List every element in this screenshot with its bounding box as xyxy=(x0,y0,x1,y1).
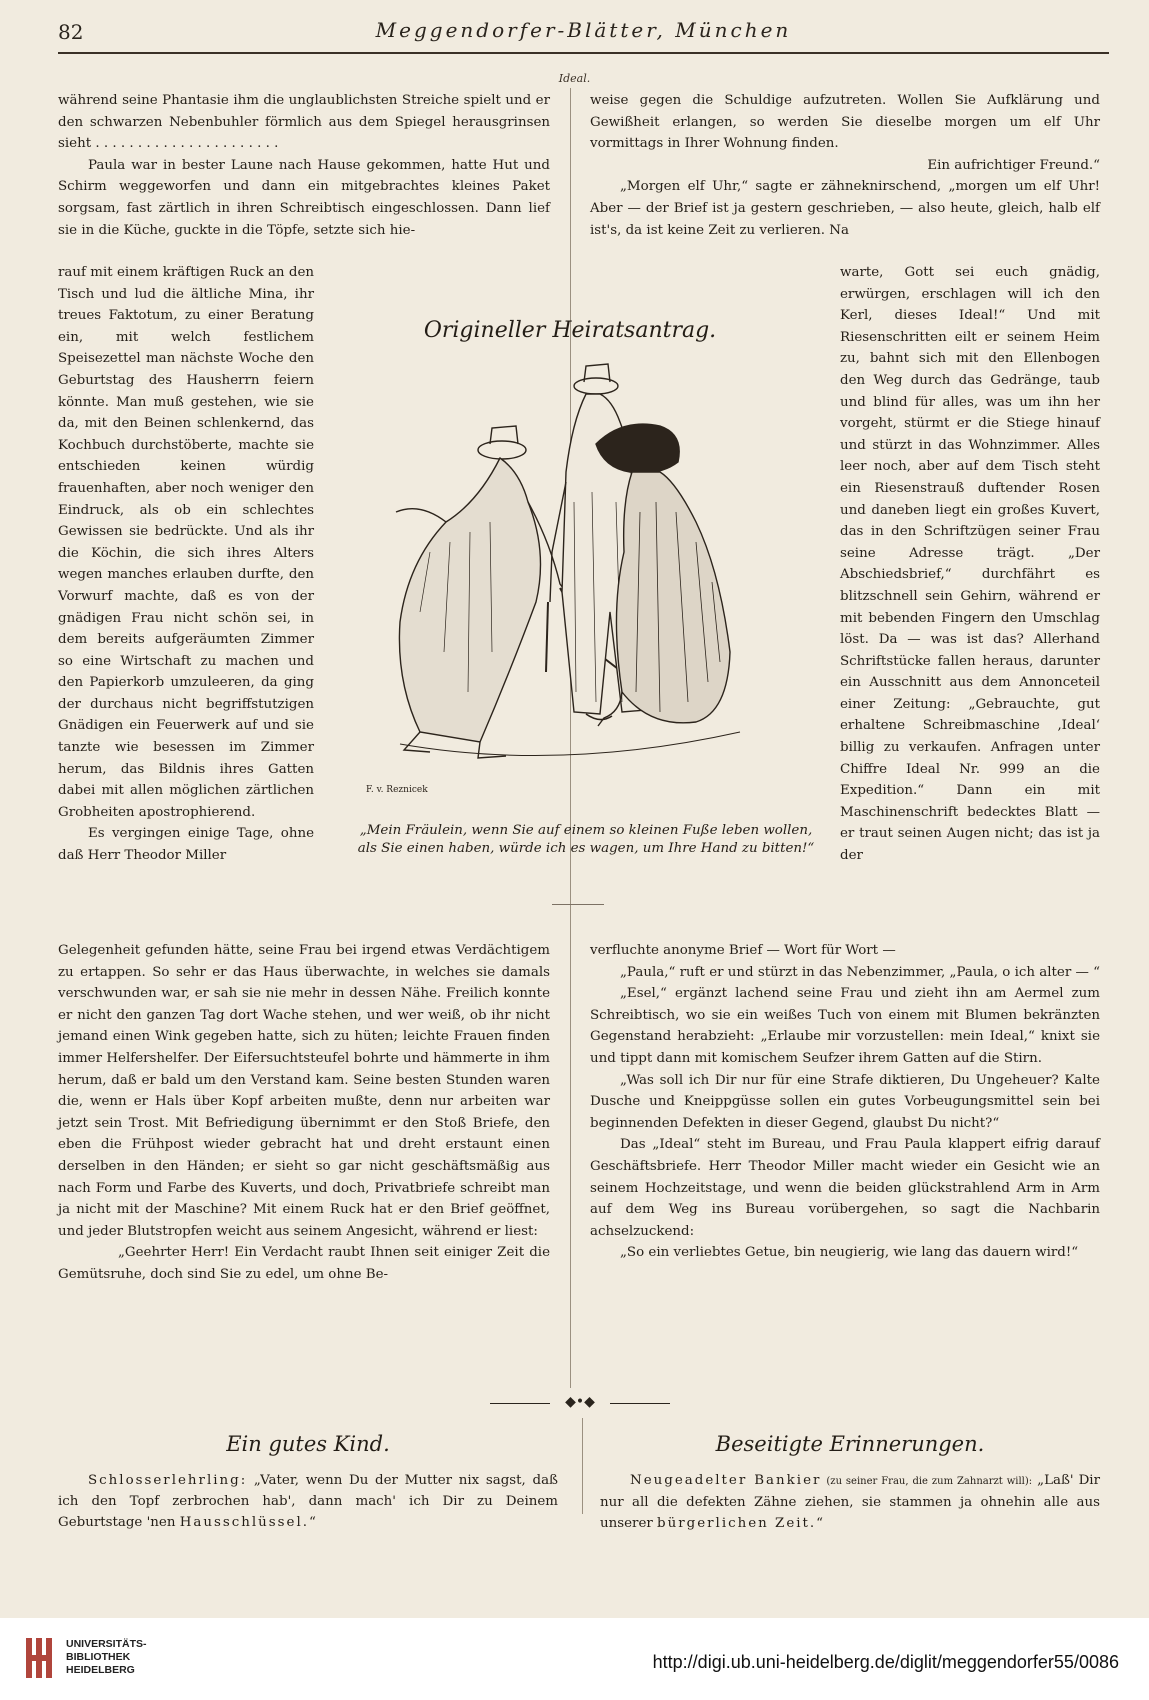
story-title: Ideal. xyxy=(558,72,591,85)
university-logo-icon xyxy=(26,1638,56,1678)
joke-body: „Vater, wenn Du der Mutter nix sagst, daß ich den Topf zerbrochen hab', dann mach' ich Dir zu Deinem Geburtstage 'nen xyxy=(58,1473,558,1530)
story-column-1-top xyxy=(58,90,550,241)
illustration xyxy=(360,352,780,812)
joke-text xyxy=(600,1470,1100,1534)
paragraph: Paula war in bester Laune nach Hause gekommen, hatte Hut und Schirm weggeworfen und dann ein mitgebrachtes kleines Paket sorgsam, fast zärtlich in ihren Schreibtisch eingeschlossen. Dann lief sie in die Küche, guckte in die Töpfe, setzte sich hie- xyxy=(58,157,550,238)
paragraph: „So ein verliebtes Getue, bin neugierig, wie lang das dauern wird!“ xyxy=(620,1245,1079,1261)
story-wrap-right xyxy=(840,262,1100,867)
story-column-2-top xyxy=(590,90,1100,241)
joke-speaker: Neugeadelter Bankier xyxy=(630,1473,822,1488)
joke-speaker: Schlosserlehrling: xyxy=(88,1473,248,1488)
joke-title-right: Beseitigte Erinnerungen. xyxy=(715,1432,985,1456)
paragraph: „Paula,“ ruft er und stürzt in das Nebenzimmer, „Paula, o ich alter — “ xyxy=(620,964,1100,980)
paragraph: „Morgen elf Uhr,“ sagte er zähneknirschend, „morgen um elf Uhr! Aber — der Brief ist ja gestern geschrieben, — also heute, gleich, halb elf ist's, da ist keine Zeit zu verlieren. Na xyxy=(590,179,1100,238)
illustration-caption: „Mein Fräulein, wenn Sie auf einem so kleinen Fuße leben wollen, als Sie einen haben, würde ich es wagen, um Ihre Hand zu bitten!“ xyxy=(357,823,815,856)
paragraph: „Was soll ich Dir nur für eine Strafe diktieren, Du Ungeheuer? Kalte Dusche und Kneippgüsse sollen ein gutes Vorbeugungsmittel sein bei beginnenden Defekten in dieser Gegend, glaubst Du nicht?“ xyxy=(590,1072,1100,1131)
story-column-2-bottom xyxy=(590,940,1100,1264)
paragraph: während seine Phantasie ihm die unglaublichsten Streiche spielt und er den schwarzen Nebenbuhler förmlich aus dem Spiegel herausgrinsen sieht . . . . . . . . . . . . . . . . . . . . . . xyxy=(58,93,550,152)
page-number: 82 xyxy=(58,20,84,44)
joke-title-left: Ein gutes Kind. xyxy=(226,1432,390,1456)
joke-punchline: bürgerlichen Zeit.“ xyxy=(657,1516,826,1531)
ornament-diamond-icon: ◆•◆ xyxy=(565,1394,595,1410)
illustrator-signature: F. v. Reznicek xyxy=(366,785,428,795)
drawing-couples-icon xyxy=(360,352,780,812)
repository-footer xyxy=(0,1618,1149,1700)
paragraph: warte, Gott sei euch gnädig, erwürgen, erschlagen will ich den Kerl, dieses Ideal!“ Und mit Riesenschritten eilt er seinem Heim zu, bahnt sich mit den Ellenbogen den Weg durch das Gedränge, taub und blind für alles, was um ihn her vorgeht, stürmt er die Stiege hinauf und stürzt in das Wohnzimmer. Alles leer noch, aber auf dem Tisch steht ein Riesenstrauß duftender Rosen und daneben liegt ein großes Kuvert, das in den Schriftzügen seiner Frau seine Adresse trägt. „Der Abschiedsbrief,“ durchfährt es blitzschnell sein Gehirn, während er mit bebenden Fingern den Umschlag löst. Da — was ist das? Allerhand Schriftstücke fallen heraus, darunter ein Ausschnitt aus dem Annonceteil einer Zeitung: „Gebrauchte, gut erhaltene Schreibmaschine ‚Ideal‘ billig zu verkaufen. Anfragen unter Chiffre Ideal Nr. 999 an die Expedition.“ Dann ein mit Maschinenschrift bedecktes Blatt — er traut seinen Augen nicht; das ist ja der xyxy=(840,265,1100,864)
story-column-1-bottom xyxy=(58,940,550,1286)
institution-name: UNIVERSITÄTS- BIBLIOTHEK HEIDELBERG xyxy=(66,1638,147,1676)
letter-signature: Ein aufrichtiger Freund.“ xyxy=(927,157,1100,173)
journal-title: Meggendorfer-Blätter, München xyxy=(375,18,792,42)
joke-punchline: Hausschlüssel.“ xyxy=(179,1515,318,1530)
joke-left xyxy=(58,1470,558,1533)
joke-right xyxy=(600,1470,1100,1534)
illustration-title: Origineller Heiratsantrag. xyxy=(423,318,717,343)
paragraph: „Esel,“ ergänzt lachend seine Frau und zieht ihn am Aermel zum Schreibtisch, wo sie ein weißes Tuch von einem mit Blumen bekränzten Gegenstand herabzieht: „Erlaube mir vorzustellen: mein Ideal,“ knixt sie und tippt dann mit komischem Seufzer ihrem Gatten auf die Stirn. xyxy=(590,986,1100,1066)
joke-body: „Laß' Dir nur all die defekten Zähne ziehen, sie stammen ja ohnehin alle aus unserer xyxy=(600,1473,1100,1531)
paragraph: weise gegen die Schuldige aufzutreten. Wollen Sie Aufklärung und Gewißheit erlangen, so werden Sie dieselbe morgen um elf Uhr vormittags in Ihrer Wohnung finden. xyxy=(590,93,1100,152)
joke-divider xyxy=(582,1418,583,1514)
paragraph: rauf mit einem kräftigen Ruck an den Tisch und lud die ältliche Mina, ihr treues Faktotum, zu einer Beratung ein, mit welch festlichem Speisezettel man nächste Woche den Geburtstag des Hausherrn feiern könnte. Man muß gestehen, wie sie da, mit den Beinen schlenkernd, das Kochbuch durchstöberte, machte sie entschieden keinen würdig frauenhaften, aber noch weniger den Eindruck, als ob ein schlechtes Gewissen sie bedrückte. Und als ihr die Köchin, die sich ihres Alters wegen manches erlauben durfte, den Vorwurf machte, daß es von der gnädigen Frau nicht schön sei, in dem bereits aufgeräumten Zimmer so eine Wirtschaft zu machen und den Papierkorb umzuleeren, da ging der durchaus nicht begriffstutzigen Gnädigen ein Feuerwerk auf und sie tanzte wie besessen im Zimmer herum, das Bildnis ihres Gatten dabei mit allen möglichen zärtlichen Grobheiten apostrophierend. xyxy=(58,265,314,820)
story-wrap-left xyxy=(58,262,314,867)
caption-rule xyxy=(552,904,604,905)
header-rule xyxy=(58,52,1109,54)
paragraph: Das „Ideal“ steht im Bureau, und Frau Paula klappert eifrig darauf Geschäftsbriefe. Herr Theodor Miller macht wieder ein Gesicht wie an seinem Hochzeitstage, und wenn die beiden glückstrahlend Arm in Arm auf dem Weg ins Bureau vorübergehen, so sagt die Nachbarin achselzuckend: xyxy=(590,1137,1100,1239)
joke-text xyxy=(58,1470,558,1533)
section-ornament xyxy=(490,1394,670,1414)
paragraph: „Geehrter Herr! Ein Verdacht raubt Ihnen seit einiger Zeit die Gemütsruhe, doch sind Sie zu edel, um ohne Be- xyxy=(58,1245,550,1282)
joke-aside: (zu seiner Frau, die zum Zahnarzt will): xyxy=(826,1476,1033,1487)
source-url-link[interactable]: http://digi.ub.uni-heidelberg.de/diglit/meggendorfer55/0086 xyxy=(652,1652,1119,1672)
paragraph: verfluchte anonyme Brief — Wort für Wort — xyxy=(590,943,896,958)
paragraph: Gelegenheit gefunden hätte, seine Frau bei irgend etwas Verdächtigem zu ertappen. So sehr er das Haus überwachte, in welches sie damals verschwunden war, er sah sie nie mehr in dessen Nähe. Freilich konnte er nicht den ganzen Tag dort Wache stehen, und wer weiß, ob ihr nicht jemand einen Wink gegeben hatte, sich zu hüten; leichte Frauen finden immer Helfershelfer. Der Eifersuchtsteufel bohrte und hämmerte in ihm herum, daß er bald um den Verstand kam. Seine besten Stunden waren die, wenn er Hals über Kopf arbeiten mußte, denn nur arbeiten war jetzt sein Trost. Mit Befriedigung übernimmt er den Stoß Briefe, den eben die Frühpost wieder gebracht hat und dreht erstaunt einen derselben in den Händen; er sieht so gar nicht geschäftsmäßig aus nach Form und Farbe des Kuverts, und doch, Privatbriefe schreibt man ja nicht mit der Maschine? Mit einem Ruck hat er den Brief geöffnet, und jeder Blutstropfen weicht aus seinem Angesicht, während er liest: xyxy=(58,943,550,1239)
paragraph: Es vergingen einige Tage, ohne daß Herr Theodor Miller xyxy=(58,826,314,864)
page-header xyxy=(58,18,1109,46)
